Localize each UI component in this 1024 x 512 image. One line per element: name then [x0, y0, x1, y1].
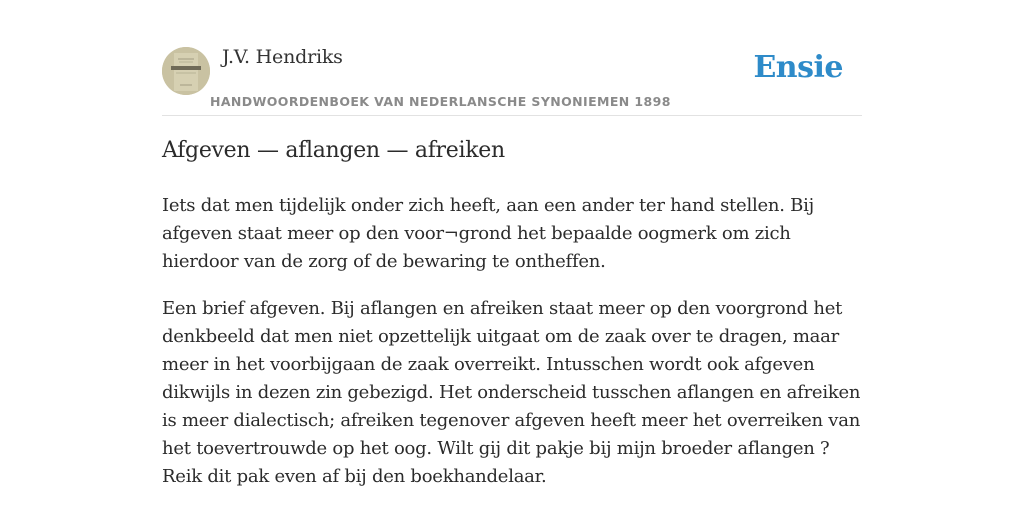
entry-header — [162, 0, 862, 116]
entry-paragraph-2: Een brief afgeven. Bij aflangen en afreiken staat meer op den voorgrond het denkbeeld dat men niet opzettelijk uitgaat om de zaak over te dragen, maar meer in het voorbijgaan de zaak overreikt. Intusschen wordt ook afgeven dikwijls in dezen zin gebezigd. Het onderscheid tusschen aflangen en afreiken is meer dialectisch; afreiken tegenover afgeven heeft meer het overreiken van het toevertrouwde op het oog. Wilt gij dit pakje bij mijn broeder aflangen ? Reik dit pak even af bij den boekhandelaar. — [162, 298, 861, 487]
book-cover-thumbnail-icon[interactable] — [162, 47, 210, 95]
entry-page — [162, 0, 862, 512]
entry-paragraph-1: Iets dat men tijdelijk onder zich heeft, aan een ander ter hand stellen. Bij afgeven staat meer op den voor¬grond het bepaalde oogmerk om zich hierdoor van de zorg of de bewaring te ontheffen. — [162, 195, 814, 272]
source-title[interactable]: HANDWOORDENBOEK VAN NEDERLANSCHE SYNONIEMEN 1898 — [210, 94, 671, 109]
ensie-logo-link[interactable]: Ensie — [753, 50, 843, 85]
author-name[interactable]: J.V. Hendriks — [222, 46, 343, 68]
entry-title: Afgeven — aflangen — afreiken — [162, 138, 505, 163]
